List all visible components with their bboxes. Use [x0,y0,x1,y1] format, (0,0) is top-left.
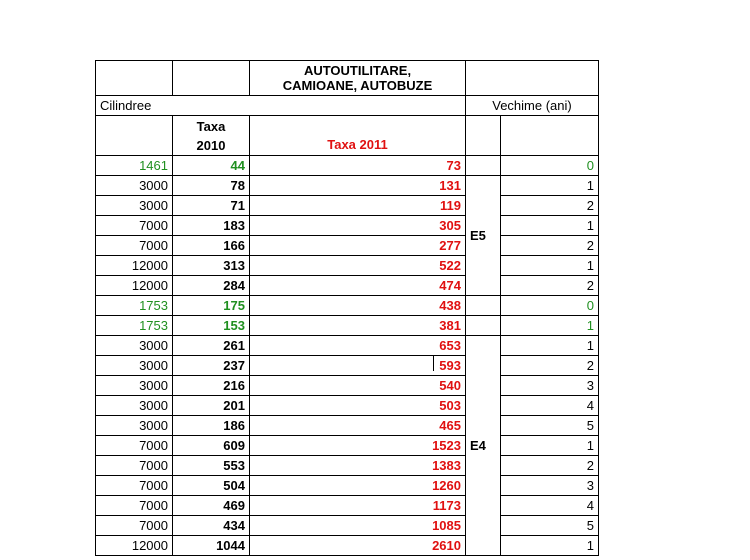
taxa-2010-cell[interactable]: 504 [173,476,250,496]
table-row [96,276,599,296]
table-row [96,476,599,496]
vechime-cell[interactable]: 1 [501,176,599,196]
vechime-cell[interactable]: 5 [501,416,599,436]
header-cell-blank-3[interactable] [466,61,599,96]
cilindree-cell[interactable]: 7000 [96,516,173,536]
taxa-2010-cell[interactable]: 175 [173,296,250,316]
cilindree-cell[interactable]: 3000 [96,176,173,196]
text-cursor [433,355,434,371]
header-cell-blank-4[interactable] [250,96,466,116]
taxa-2010-cell[interactable]: 201 [173,396,250,416]
cilindree-cell[interactable]: 7000 [96,236,173,256]
taxa-2011-cell[interactable]: 653 [250,336,466,356]
taxa-2010-cell[interactable]: 284 [173,276,250,296]
taxa-2011-cell[interactable]: 1085 [250,516,466,536]
cilindree-cell[interactable]: 7000 [96,496,173,516]
table-row [96,176,599,196]
table-row [96,456,599,476]
taxa-2011-cell[interactable]: 540 [250,376,466,396]
taxa-2011-cell[interactable]: 593 [250,356,466,376]
header-cell-blank-6[interactable] [466,116,501,156]
cilindree-cell[interactable]: 1461 [96,156,173,176]
taxa-2010-cell[interactable]: 469 [173,496,250,516]
taxa-2010-cell[interactable]: 434 [173,516,250,536]
table-row [96,356,599,376]
vechime-cell[interactable]: 2 [501,196,599,216]
header-row-category [96,61,599,96]
cilindree-cell[interactable]: 1753 [96,296,173,316]
taxa-2010-cell[interactable]: 183 [173,216,250,236]
table-row [96,196,599,216]
cilindree-cell[interactable]: 7000 [96,476,173,496]
taxa-2011-cell[interactable]: 119 [250,196,466,216]
cilindree-cell[interactable]: 3000 [96,396,173,416]
table-row [96,236,599,256]
euro-norm-cell[interactable] [466,156,501,176]
vechime-cell[interactable]: 2 [501,456,599,476]
vechime-cell[interactable]: 4 [501,496,599,516]
cilindree-cell[interactable]: 12000 [96,536,173,556]
euro-norm-cell[interactable]: E4 [466,336,501,556]
header-cell-blank-7[interactable] [501,116,599,156]
taxa-2011-cell[interactable]: 438 [250,296,466,316]
taxa-2010-cell[interactable]: 216 [173,376,250,396]
vechime-cell[interactable]: 4 [501,396,599,416]
header-cell-blank-1[interactable] [96,61,173,96]
taxa-2011-cell[interactable]: 2610 [250,536,466,556]
taxa-2010-cell[interactable]: 237 [173,356,250,376]
table-row [96,316,599,336]
vechime-cell[interactable]: 1 [501,536,599,556]
vechime-cell[interactable]: 2 [501,276,599,296]
taxa-2011-cell[interactable]: 1173 [250,496,466,516]
taxa-2011-cell[interactable]: 1523 [250,436,466,456]
header-cell-blank-2[interactable] [173,61,250,96]
vechime-cell[interactable]: 1 [501,336,599,356]
cilindree-header[interactable]: Cilindree [96,96,250,116]
vechime-cell[interactable]: 1 [501,316,599,336]
vechime-cell[interactable]: 2 [501,356,599,376]
cilindree-cell[interactable]: 3000 [96,356,173,376]
table-row [96,216,599,236]
taxa-2010-cell[interactable]: 553 [173,456,250,476]
taxa-2011-cell[interactable]: 1383 [250,456,466,476]
taxa-2010-cell[interactable]: 166 [173,236,250,256]
taxa-2010-cell[interactable]: 261 [173,336,250,356]
table-row [96,416,599,436]
taxa-2010-cell[interactable]: 78 [173,176,250,196]
table-row [96,536,599,556]
taxa-2010-line-1: Taxa [196,119,226,134]
taxa-2011-cell[interactable]: 73 [250,156,466,176]
category-line-1: AUTOUTILITARE, [303,63,412,78]
table-row [96,376,599,396]
cilindree-cell[interactable]: 12000 [96,256,173,276]
cilindree-cell[interactable]: 7000 [96,456,173,476]
vechime-cell[interactable]: 3 [501,476,599,496]
vehicle-category-header[interactable] [250,61,466,96]
vechime-cell[interactable]: 1 [501,216,599,236]
vechime-cell[interactable]: 2 [501,236,599,256]
cilindree-cell[interactable]: 3000 [96,376,173,396]
taxa-2011-cell[interactable]: 1260 [250,476,466,496]
cilindree-cell[interactable]: 7000 [96,216,173,236]
cilindree-cell[interactable]: 12000 [96,276,173,296]
taxa-2010-cell[interactable]: 44 [173,156,250,176]
cilindree-cell[interactable]: 1753 [96,316,173,336]
vechime-cell[interactable]: 0 [501,296,599,316]
taxa-2010-cell[interactable]: 1044 [173,536,250,556]
header-row-taxa [96,116,599,156]
euro-norm-cell[interactable]: E5 [466,176,501,296]
taxa-2010-header[interactable] [173,116,250,156]
taxa-2010-cell[interactable]: 313 [173,256,250,276]
cilindree-cell[interactable]: 3000 [96,336,173,356]
vechime-cell[interactable]: 5 [501,516,599,536]
vechime-cell[interactable]: 3 [501,376,599,396]
table-row [96,296,599,316]
taxa-2011-cell[interactable]: 474 [250,276,466,296]
header-cell-blank-5[interactable] [96,116,173,156]
table-row [96,496,599,516]
taxa-2011-cell[interactable]: 131 [250,176,466,196]
header-row-labels [96,96,599,116]
vechime-cell[interactable]: 1 [501,256,599,276]
vechime-header[interactable]: Vechime (ani) [466,96,599,116]
taxa-2010-cell[interactable]: 609 [173,436,250,456]
vechime-cell[interactable]: 1 [501,436,599,456]
taxa-2010-cell[interactable]: 186 [173,416,250,436]
euro-norm-cell[interactable] [466,296,501,316]
table-row [96,156,599,176]
taxa-2011-cell[interactable]: 305 [250,216,466,236]
taxa-2011-cell[interactable]: 277 [250,236,466,256]
cilindree-cell[interactable]: 3000 [96,196,173,216]
category-line-2: CAMIOANE, AUTOBUZE [282,78,433,93]
euro-norm-cell[interactable] [466,316,501,336]
vechime-cell[interactable]: 0 [501,156,599,176]
table-row [96,396,599,416]
taxa-2010-line-2: 2010 [196,138,226,153]
table-row [96,516,599,536]
table-row [96,336,599,356]
table-row [96,436,599,456]
table-row [96,256,599,276]
cilindree-cell[interactable]: 3000 [96,416,173,436]
taxa-2011-header[interactable]: Taxa 2011 [250,116,466,156]
tax-spreadsheet-table [95,60,599,556]
taxa-2011-cell[interactable]: 381 [250,316,466,336]
taxa-2010-cell[interactable]: 153 [173,316,250,336]
taxa-2011-cell[interactable]: 522 [250,256,466,276]
taxa-2010-cell[interactable]: 71 [173,196,250,216]
cilindree-cell[interactable]: 7000 [96,436,173,456]
taxa-2011-cell[interactable]: 503 [250,396,466,416]
taxa-2011-cell[interactable]: 465 [250,416,466,436]
